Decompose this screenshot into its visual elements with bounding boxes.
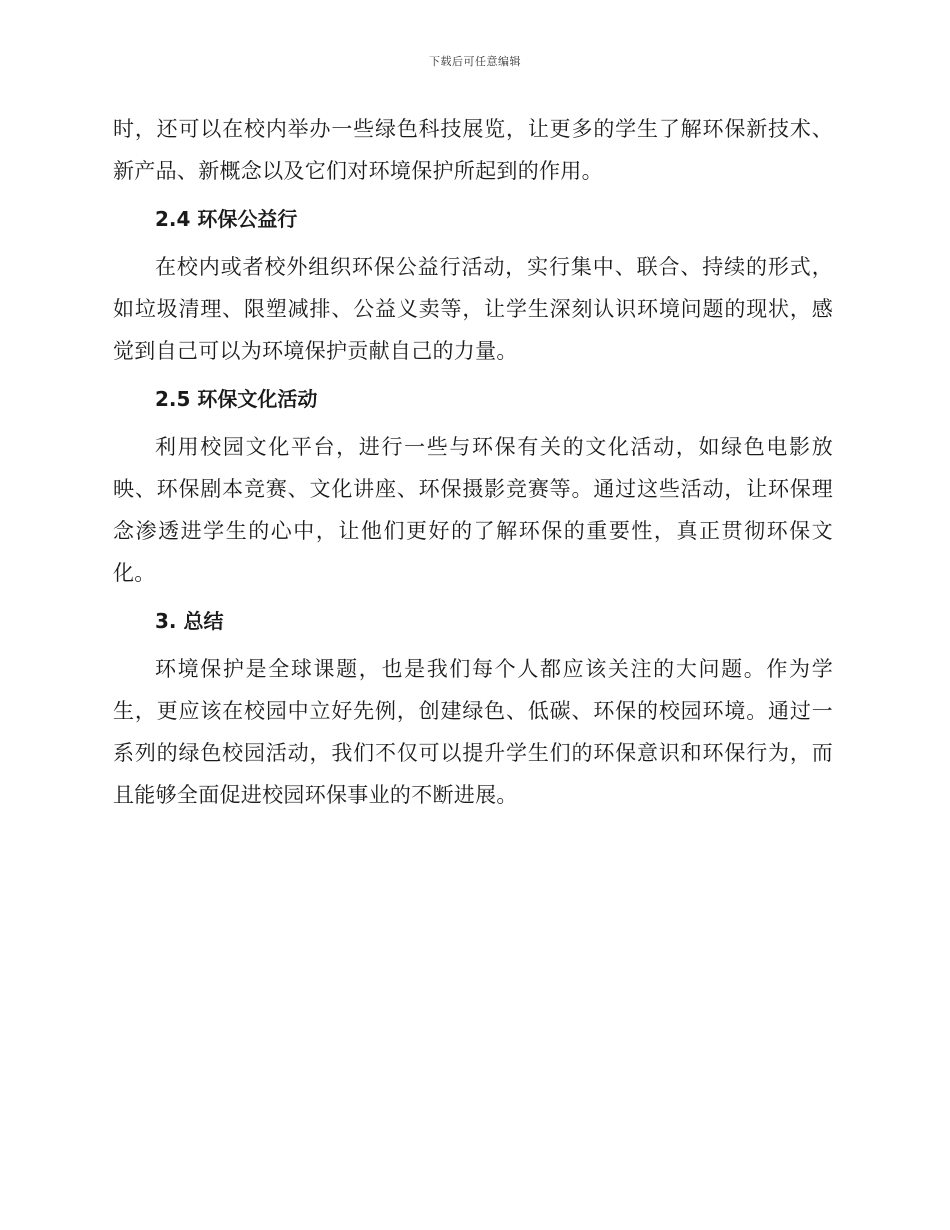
section-body-2-5: 利用校园文化平台，进行一些与环保有关的文化活动，如绿色电影放映、环保剧本竞赛、文化讲座、环保摄影竞赛等。通过这些活动，让环保理念渗透进学生的心中，让他们更好的了解环保的重要性，真正贯彻环保文化。 <box>113 435 833 585</box>
section-heading-3: 3. 总结 <box>155 609 224 633</box>
document-body <box>113 108 833 816</box>
section-body-3: 环境保护是全球课题，也是我们每个人都应该关注的大问题。作为学生，更应该在校园中立好先例，创建绿色、低碳、环保的校园环境。通过一系列的绿色校园活动，我们不仅可以提升学生们的环保意识和环保行为，而且能够全面促进校园环保事业的不断进展。 <box>113 657 833 807</box>
section-heading-2-4: 2.4 环保公益行 <box>155 207 298 231</box>
section-body-2-4: 在校内或者校外组织环保公益行活动，实行集中、联合、持续的形式，如垃圾清理、限塑减排、公益义卖等，让学生深刻认识环境问题的现状，感觉到自己可以为环境保护贡献自己的力量。 <box>113 255 833 363</box>
page-header: 下载后可任意编辑 <box>429 55 521 68</box>
section-heading-2-5: 2.5 环保文化活动 <box>155 387 318 411</box>
intro-continuation-paragraph: 时，还可以在校内举办一些绿色科技展览，让更多的学生了解环保新技术、新产品、新概念以及它们对环境保护所起到的作用。 <box>113 117 833 183</box>
